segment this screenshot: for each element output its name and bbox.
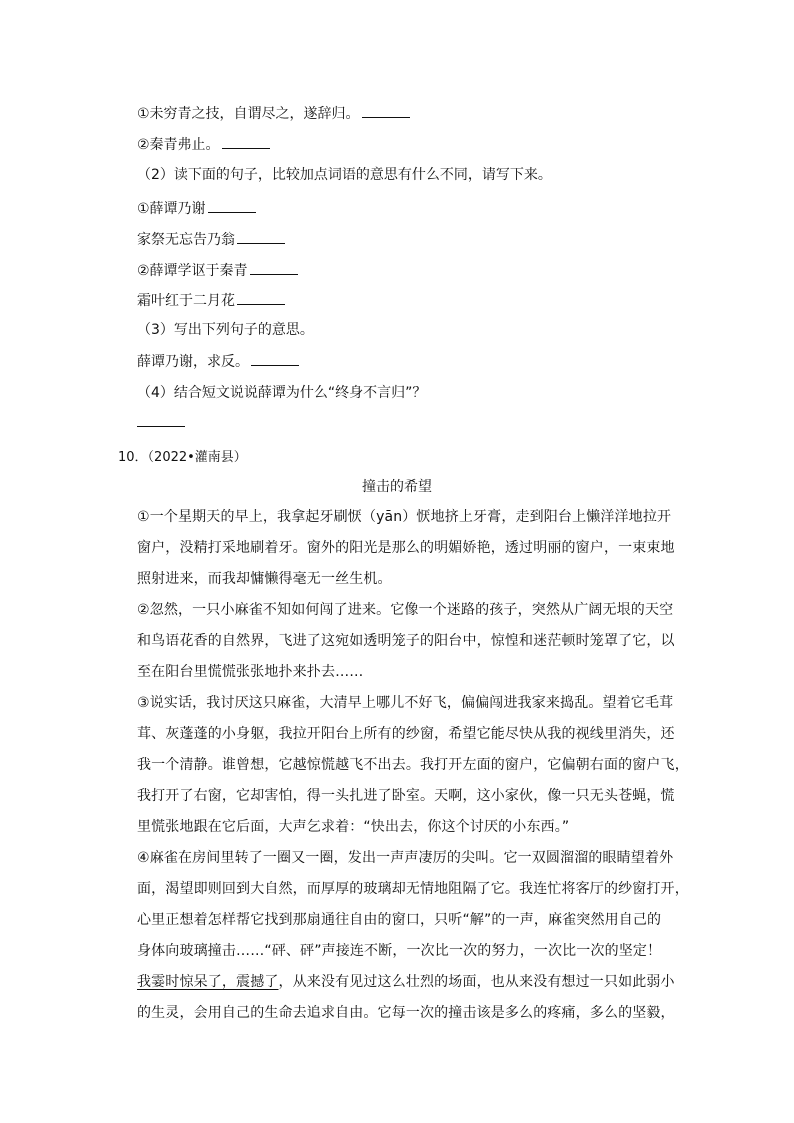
passage-line: ③说实话，我讨厌这只麻雀，大清早上哪儿不好飞，偏偏闯进我家来捣乱。望着它毛茸: [137, 695, 674, 711]
question-text: 家祭无忘告乃翁: [137, 232, 235, 248]
question-text: ①薛谭乃谢: [137, 201, 206, 217]
question-text: ①未穷青之技，自谓尽之，遂辞归。: [137, 106, 360, 122]
passage-line: ②忽然，一只小麻雀不知如何闯了进来。它像一个迷路的孩子，突然从广阔无垠的天空: [137, 602, 674, 618]
question-heading: （3）写出下列句子的意思。: [137, 322, 314, 338]
passage-line: 我一个清静。谁曾想，它越惊慌越飞不出去。我打开左面的窗户，它偏朝右面的窗户飞，: [137, 757, 689, 773]
question-number: 10．（2022•灌南县）: [118, 450, 247, 465]
question-text: ②薛谭学讴于秦青: [137, 263, 248, 279]
answer-blank[interactable]: [251, 351, 299, 366]
passage-text: ，从来没有见过这么壮烈的场面，也从来没有想过一只如此弱小: [278, 974, 675, 990]
passage-line: 里慌张地跟在它后面，大声乞求着：“快出去，你这个讨厌的小东西。”: [137, 819, 570, 835]
question-text: ②秦青弗止。: [137, 137, 220, 153]
passage-line: 的生灵，会用自己的生命去追求自由。它每一次的撞击该是多么的疼痛，多么的坚毅，: [137, 1005, 675, 1021]
question-line: [137, 229, 285, 250]
answer-blank[interactable]: [237, 229, 285, 244]
answer-blank[interactable]: [250, 260, 298, 275]
answer-blank[interactable]: [222, 134, 270, 149]
passage-line: 照射进来，而我却慵懒得毫无一丝生机。: [137, 571, 392, 587]
answer-blank[interactable]: [137, 412, 185, 427]
question-text: 薛谭乃谢，求反。: [137, 354, 249, 370]
question-line: [137, 351, 299, 372]
question-line: [137, 103, 410, 124]
passage-line: ④麻雀在房间里转了一圈又一圈，发出一声声凄厉的尖叫。它一双圆溜溜的眼睛望着外: [137, 850, 674, 866]
question-line: [137, 260, 298, 281]
passage-line: 面，渴望即则回到大自然，而厚厚的玻璃却无情地阻隔了它。我连忙将客厅的纱窗打开，: [137, 881, 689, 897]
underlined-sentence: 我霎时惊呆了，震撼了: [137, 974, 279, 990]
question-line: [137, 412, 185, 433]
passage-title: 撞击的希望: [362, 479, 432, 495]
question-heading: （2）读下面的句子，比较加点词语的意思有什么不同，请写下来。: [137, 167, 552, 183]
passage-line: 茸、灰蓬蓬的小身躯，我拉开阳台上所有的纱窗，希望它能尽快从我的视线里消失，还: [137, 726, 675, 742]
answer-blank[interactable]: [362, 103, 410, 118]
passage-line: ①一个星期天的早上，我拿起牙刷恹（yān）恹地挤上牙膏，走到阳台上懒洋洋地拉开: [137, 509, 672, 525]
passage-line: 至在阳台里慌慌张张地扑来扑去……: [137, 664, 364, 680]
question-heading: （4）结合短文说说薛谭为什么“终身不言归”？: [137, 385, 427, 401]
answer-blank[interactable]: [237, 290, 285, 305]
question-line: [137, 198, 256, 219]
answer-blank[interactable]: [208, 198, 256, 213]
passage-line: 和鸟语花香的自然界，飞进了这宛如透明笼子的阳台中，惊惶和迷茫顿时笼罩了它，以: [137, 633, 675, 649]
question-line: [137, 290, 285, 311]
question-text: 霜叶红于二月花: [137, 293, 235, 309]
passage-line: 心里正想着怎样帮它找到那扇通往自由的窗口，只听“解”的一声，麻雀突然用自己的: [137, 912, 662, 928]
passage-line: 身体向玻璃撞击……“砰、砰”声接连不断，一次比一次的努力，一次比一次的坚定！: [137, 943, 662, 959]
passage-line: [137, 972, 675, 992]
question-line: [137, 134, 270, 155]
passage-line: 我打开了右窗，它却害怕，得一头扎进了卧室。天啊，这小家伙，像一只无头苍蝇，慌: [137, 788, 675, 804]
passage-line: 窗户，没精打采地刷着牙。窗外的阳光是那么的明媚娇艳，透过明丽的窗户，一束束地: [137, 540, 675, 556]
